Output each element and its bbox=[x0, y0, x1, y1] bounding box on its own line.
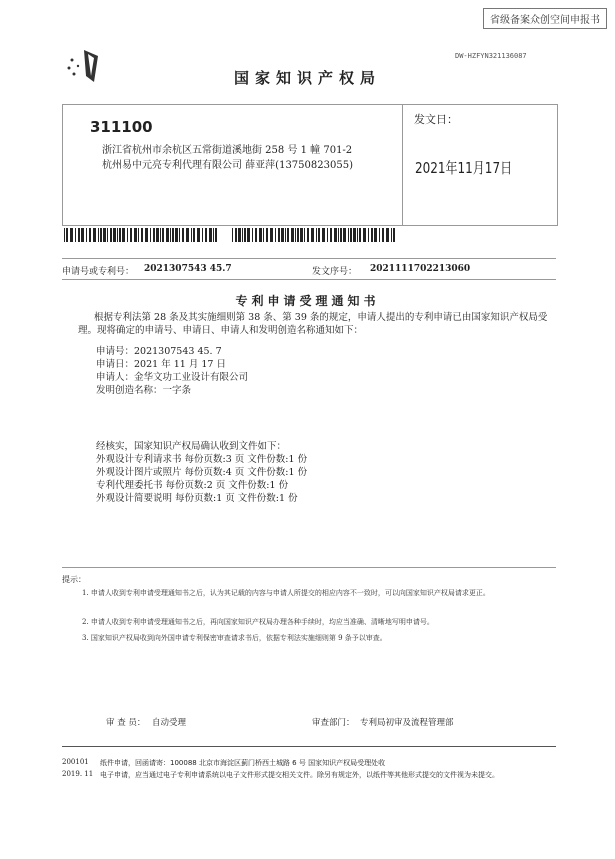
footer-code-1: 200101 bbox=[62, 758, 89, 766]
application-fields bbox=[96, 345, 248, 397]
intro-paragraph: 根据专利法第 28 条及其实施细则第 38 条、第 39 条的规定，申请人提出的专利申请已由国家知识产权局受理。现将确定的申请号、申请日、申请人和发明创造名称通知如下： bbox=[78, 312, 548, 336]
send-date: 2021年11月17日 bbox=[415, 159, 513, 177]
postcode: 311100 bbox=[90, 118, 153, 136]
address-line-1: 浙江省杭州市余杭区五常街道溪地街 258 号 1 幢 701-2 bbox=[102, 145, 353, 156]
field-app-no: 申请号：2021307543 45. 7 bbox=[96, 346, 222, 357]
hints-title: 提示： bbox=[62, 575, 86, 584]
office-title: 国家知识产权局 bbox=[233, 69, 381, 87]
top-tag: 省级备案众创空间申报书 bbox=[483, 8, 607, 29]
box-divider bbox=[402, 104, 403, 225]
file-line: 外观设计简要说明 每份页数:1 页 文件份数:1 份 bbox=[96, 493, 298, 504]
file-line: 外观设计专利请求书 每份页数:3 页 文件份数:1 份 bbox=[96, 454, 308, 465]
footer-code-2: 2019. 11 bbox=[62, 770, 94, 778]
field-invention-name: 发明创造名称：一字条 bbox=[96, 385, 192, 396]
field-applicant: 申请人：金华文功工业设计有限公司 bbox=[96, 372, 249, 383]
received-files bbox=[96, 440, 307, 505]
barcode-left-icon bbox=[64, 228, 220, 242]
file-line: 外观设计图片或照片 每份页数:4 页 文件份数:1 份 bbox=[96, 467, 308, 478]
divider bbox=[62, 258, 556, 259]
address-line-2: 杭州易中元亮专利代理有限公司 薛亚萍(13750823055) bbox=[102, 160, 353, 171]
divider bbox=[62, 567, 556, 568]
examiner-label: 审 查 员： bbox=[106, 718, 146, 728]
dept: 专利局初审及流程管理部 bbox=[360, 718, 454, 728]
hint-item: 1. 申请人收到专利申请受理通知书之后，认为其记载的内容与申请人所提交的相应内容不一致时，可以向国家知识产权局请求更正。 bbox=[82, 589, 490, 597]
app-no: 2021307543 45.7 bbox=[144, 264, 232, 274]
file-line: 专利代理委托书 每份页数:2 页 文件份数:1 份 bbox=[96, 480, 289, 491]
barcode-right-icon bbox=[232, 228, 398, 242]
footer-line-2: 电子申请，应当通过电子专利申请系统以电子文件形式提交相关文件。除另有规定外，以纸件等其他形式提交的文件视为未提交。 bbox=[100, 771, 499, 779]
footer-line-1: 纸件申请，回函请寄：100088 北京市海淀区蓟门桥西土城路 6 号 国家知识产权局受理处收 bbox=[100, 759, 386, 767]
footer-divider bbox=[62, 746, 556, 747]
hint-item: 2. 申请人收到专利申请受理通知书之后，再向国家知识产权局办理各种手续时，均应当准确、清晰地写明申请号。 bbox=[82, 618, 434, 626]
field-app-date: 申请日：2021 年 11 月 17 日 bbox=[96, 359, 226, 370]
doc-serial: 2021111702213060 bbox=[370, 264, 471, 274]
dept-label: 审查部门： bbox=[312, 718, 355, 728]
doc-serial-label: 发文序号： bbox=[312, 267, 358, 277]
notice-title: 专利申请受理通知书 bbox=[235, 294, 380, 308]
verify-intro: 经核实，国家知识产权局确认收到文件如下： bbox=[96, 441, 287, 452]
hint-item: 3. 国家知识产权局收到向外国申请专利保密审查请求书后，依据专利法实施细则第 9 条予以审查。 bbox=[82, 634, 387, 642]
examiner: 自动受理 bbox=[152, 718, 187, 728]
doc-code: DW-HZFYN321136087 bbox=[455, 52, 527, 60]
divider bbox=[62, 279, 556, 280]
send-date-label: 发文日： bbox=[414, 113, 458, 126]
app-no-label: 申请号或专利号： bbox=[62, 267, 135, 277]
